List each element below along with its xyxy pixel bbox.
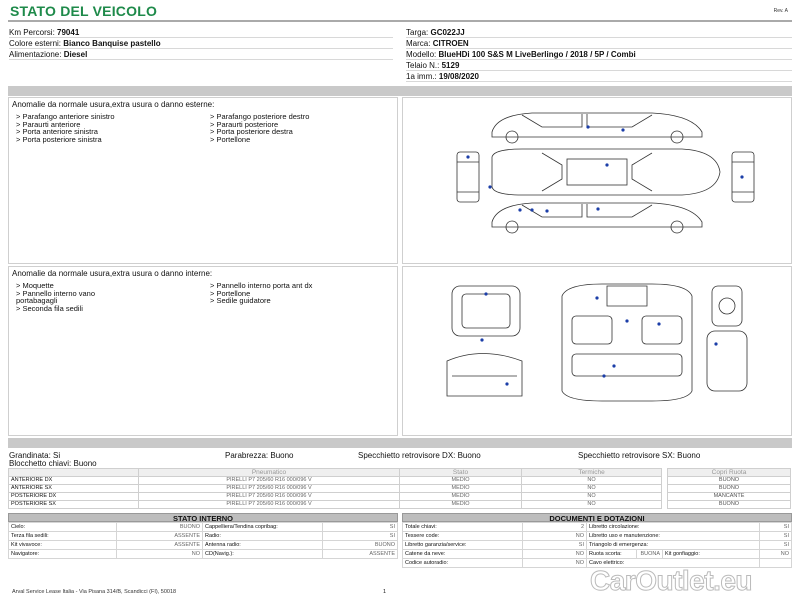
registration-row: 1a imm.: 19/08/2020 (406, 71, 792, 82)
hubcaps-header: Copri Ruota (668, 469, 791, 477)
table-row: Kit vivavoce: ASSENTE Antenna radio: BUONO (9, 541, 398, 550)
table-row: Tessere code: NO Libretto uso e manutenzione: SI (403, 532, 792, 541)
hail-status: Grandinata: Si (9, 451, 61, 460)
mirror-dx-status: Specchietto retrovisore DX: Buono (358, 451, 481, 460)
documents-header: DOCUMENTI E DOTAZIONI (402, 513, 792, 522)
internal-state-header: STATO INTERNO (8, 513, 398, 522)
car-interior-diagram (402, 266, 792, 436)
model-row: Modello: BlueHDi 100 S&S M LiveBerlingo / 2018 / 5P / Combi (406, 49, 792, 60)
section-divider (8, 86, 792, 96)
hubcaps-table (667, 468, 791, 509)
external-damage-list-2: > Parafango posteriore destro > Paraurti posteriore > Porta posteriore destra > Portellone (210, 112, 310, 144)
car-exterior-diagram (402, 97, 792, 264)
section-divider-2 (8, 438, 792, 448)
windshield-status: Parabrezza: Buono (225, 451, 294, 460)
internal-state-table (8, 522, 398, 559)
color-row: Colore esterni: Bianco Banquise pastello (9, 38, 393, 49)
external-damage-title: Anomalie da normale usura,extra usura o danno esterne: (12, 100, 215, 109)
title-underline (8, 20, 792, 22)
external-damage-list-1: > Parafango anteriore sinistro > Paraurti anteriore > Porta anteriore sinistra > Porta posteriore sinistra (16, 112, 115, 144)
key-block-status: Blocchetto chiavi: Buono (9, 459, 97, 468)
table-row: POSTERIORE SX PIRELLI P7 205/60 R16 000/096 V MEDIO NO (9, 501, 662, 509)
table-row: Libretto garanzia/service: SI Triangolo di emergenza: SI (403, 541, 792, 550)
page-number: 1 (383, 589, 387, 595)
internal-damage-title: Anomalie da normale usura,extra usura o danno interne: (12, 269, 213, 278)
table-row: BUONO (668, 501, 791, 509)
table-row: MANCANTE (668, 493, 791, 501)
table-row: Catene da neve: NO Ruota scorta: BUONA Kit gonfiaggio: NO (403, 550, 792, 559)
table-row: BUONO (668, 477, 791, 485)
documents-table (402, 522, 792, 568)
table-row: Totale chiavi: 2 Libretto circolazione: SI (403, 523, 792, 532)
table-row: POSTERIORE DX PIRELLI P7 205/60 R16 000/096 V MEDIO NO (9, 493, 662, 501)
winter-header: Termiche (522, 469, 662, 477)
km-row: Km Percorsi: 79041 (9, 27, 393, 38)
table-row: ANTERIORE DX PIRELLI P7 205/60 R16 000/096 V MEDIO NO (9, 477, 662, 485)
table-row: BUONO (668, 485, 791, 493)
brand-row: Marca: CITROEN (406, 38, 792, 49)
chassis-row: Telaio N.: 5129 (406, 60, 792, 71)
fuel-row: Alimentazione: Diesel (9, 49, 393, 60)
tyres-table (8, 468, 662, 509)
table-row: Codice autoradio: NO Cavo elettrico: (403, 559, 792, 568)
table-row: Cielo: BUONO Cappelliera/Tendina copribag: SI (9, 523, 398, 532)
footer-address: Arval Service Lease Italia - Via Pisana 314/B, Scandicci (FI), 50018 (12, 589, 177, 595)
table-row: Navigatore: NO CD(Navig.): ASSENTE (9, 550, 398, 559)
internal-damage-list-2: > Pannello interno porta ant dx > Portellone > Sedile guidatore (210, 281, 313, 305)
tyre-header: Pneumatico (139, 469, 400, 477)
mirror-sx-status: Specchietto retrovisore SX: Buono (578, 451, 701, 460)
watermark-logo: CarOutlet.eu (590, 565, 753, 596)
table-row: Terza fila sedili: ASSENTE Radio: SI (9, 532, 398, 541)
table-row: ANTERIORE SX PIRELLI P7 205/60 R16 000/096 V MEDIO NO (9, 485, 662, 493)
revision-label: Rev. A (773, 8, 788, 14)
page-title: STATO DEL VEICOLO (10, 3, 158, 19)
state-header: Stato (400, 469, 522, 477)
plate-row: Targa: GC022JJ (406, 27, 792, 38)
internal-damage-list-1: > Moquette > Pannello interno vano portabagagli > Seconda fila sedili (16, 281, 96, 313)
